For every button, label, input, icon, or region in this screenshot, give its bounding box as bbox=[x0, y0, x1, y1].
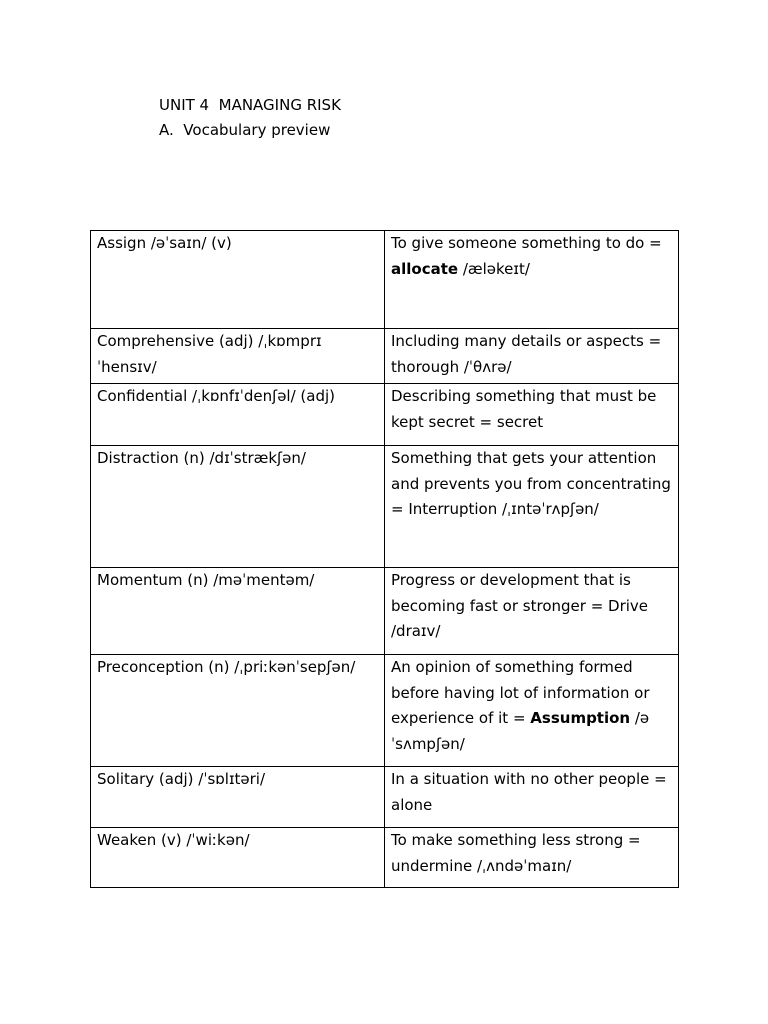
vocab-row bbox=[91, 231, 679, 329]
definition-text: /ə ˈsʌmpʃən/ bbox=[391, 709, 650, 753]
vocab-definition bbox=[385, 329, 679, 384]
vocab-definition bbox=[385, 655, 679, 767]
vocab-definition bbox=[385, 828, 679, 888]
definition-text: An opinion of something formed before having lot of information or experience of it = bbox=[391, 658, 650, 727]
vocab-row bbox=[91, 568, 679, 655]
vocab-term: Weaken (v) /ˈwiːkən/ bbox=[91, 828, 385, 888]
vocab-definition bbox=[385, 568, 679, 655]
vocab-row bbox=[91, 767, 679, 828]
vocab-row bbox=[91, 655, 679, 767]
definition-text: /æləkeɪt/ bbox=[458, 259, 530, 278]
definition-synonym-bold: allocate bbox=[391, 259, 459, 278]
vocab-term: Preconception (n) /ˌpriːkənˈsepʃən/ bbox=[91, 655, 385, 767]
unit-title: UNIT 4 MANAGING RISK bbox=[159, 96, 341, 114]
vocab-term: Distraction (n) /dɪˈstrækʃən/ bbox=[91, 446, 385, 568]
definition-text: Something that gets your attention and prevents you from concentrating = Interruption /ˌɪntəˈrʌpʃən/ bbox=[391, 449, 671, 518]
vocab-row bbox=[91, 384, 679, 446]
vocab-definition bbox=[385, 767, 679, 828]
section-title: A. Vocabulary preview bbox=[159, 121, 331, 139]
vocab-term: Confidential /ˌkɒnfɪˈdenʃəl/ (adj) bbox=[91, 384, 385, 446]
definition-text: Progress or development that is becoming fast or stronger = Drive /draɪv/ bbox=[391, 571, 649, 640]
vocab-definition bbox=[385, 446, 679, 568]
vocab-term: Comprehensive (adj) /ˌkɒmprɪˈhensɪv/ bbox=[91, 329, 385, 384]
vocab-definition bbox=[385, 231, 679, 329]
vocabulary-table-body bbox=[91, 231, 679, 888]
definition-text: To make something less strong = undermine /ˌʌndəˈmaɪn/ bbox=[391, 831, 641, 875]
definition-synonym-bold: Assumption bbox=[530, 709, 631, 727]
definition-text: In a situation with no other people = alone bbox=[391, 770, 667, 814]
vocab-row bbox=[91, 446, 679, 568]
vocab-term: Solitary (adj) /ˈsɒlɪtəri/ bbox=[91, 767, 385, 828]
vocab-row bbox=[91, 329, 679, 384]
vocabulary-table bbox=[90, 230, 679, 888]
vocab-term: Assign /əˈsaɪn/ (v) bbox=[91, 231, 385, 329]
vocab-definition bbox=[385, 384, 679, 446]
vocab-row bbox=[91, 828, 679, 888]
definition-text: Including many details or aspects = thorough /ˈθʌrə/ bbox=[391, 332, 662, 376]
vocab-term: Momentum (n) /məˈmentəm/ bbox=[91, 568, 385, 655]
definition-text: To give someone something to do = bbox=[391, 234, 662, 252]
definition-text: Describing something that must be kept secret = secret bbox=[391, 387, 657, 431]
